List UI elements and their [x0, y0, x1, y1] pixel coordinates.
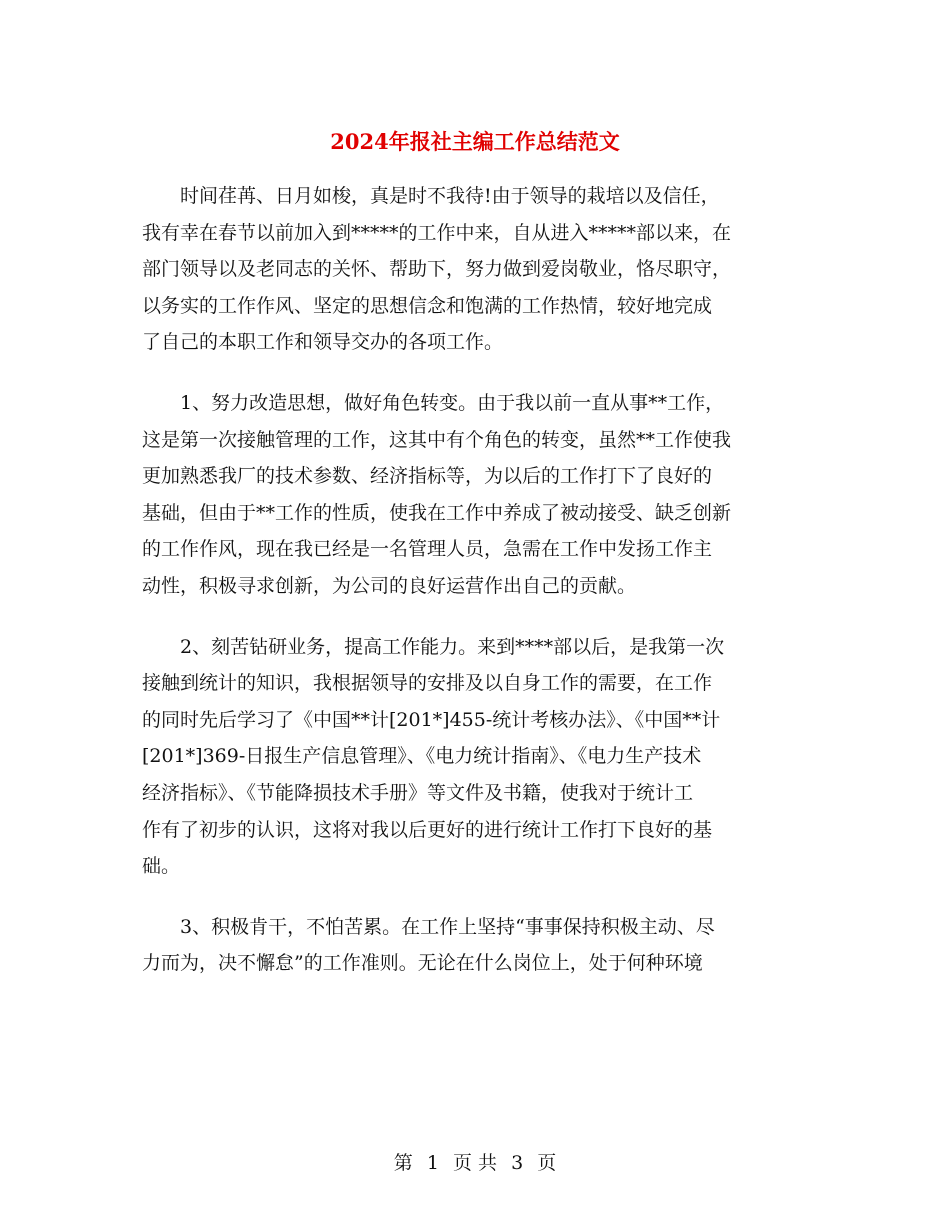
page-suffix: 页 — [537, 1152, 557, 1174]
page-total: 3 — [511, 1152, 524, 1174]
text-line: 2、刻苦钻研业务，提高工作能力。来到****部以后，是我第一次 — [180, 635, 725, 658]
text-line: 部门领导以及老同志的关怀、帮助下，努力做到爱岗敬业，恪尽职守， — [142, 258, 732, 281]
paragraph-point-1 — [142, 385, 810, 605]
text-line: 基础，但由于**工作的性质，使我在工作中养成了被动接受、缺乏创新 — [142, 501, 732, 524]
text-line: 的工作作风，现在我已经是一名管理人员，急需在工作中发扬工作主 — [142, 538, 713, 561]
text-line: 1、努力改造思想，做好角色转变。由于我以前一直从事**工作， — [180, 391, 725, 414]
text-line: 的同时先后学习了《中国**计[201*]455-统计考核办法》、《中国**计 — [142, 708, 721, 731]
page-mid: 页 共 — [452, 1152, 498, 1174]
text-line: 力而为，决不懈怠”的工作准则。无论在什么岗位上，处于何种环境 — [142, 952, 703, 975]
text-line: 时间荏苒、日月如梭，真是时不我待!由于领导的栽培以及信任， — [180, 185, 720, 207]
document-body — [142, 178, 810, 1006]
text-line: [201*]369-日报生产信息管理》、《电力统计指南》、《电力生产技术 — [142, 745, 702, 768]
text-line: 3、积极肯干，不怕苦累。在工作上坚持“事事保持积极主动、尽 — [180, 915, 715, 938]
page-current: 1 — [426, 1152, 439, 1174]
text-line: 更加熟悉我厂的技术参数、经济指标等，为以后的工作打下了良好的 — [142, 465, 713, 488]
page-footer — [0, 1148, 950, 1178]
text-line: 接触到统计的知识，我根据领导的安排及以自身工作的需要，在工作 — [142, 672, 713, 695]
paragraph-point-3 — [142, 909, 810, 982]
text-line: 动性，积极寻求创新，为公司的良好运营作出自己的贡献。 — [142, 574, 637, 597]
paragraph-point-2 — [142, 629, 810, 885]
text-line: 这是第一次接触管理的工作，这其中有个角色的转变，虽然**工作使我 — [142, 428, 732, 451]
text-line: 础。 — [142, 855, 181, 878]
paragraph-intro — [142, 178, 810, 361]
text-line: 作有了初步的认识，这将对我以后更好的进行统计工作打下良好的基 — [142, 818, 713, 841]
page-prefix: 第 — [393, 1152, 413, 1174]
text-line: 经济指标》、《节能降损技术手册》等文件及书籍，使我对于统计工 — [142, 781, 694, 804]
document-title: 2024年报社主编工作总结范文 — [330, 129, 620, 155]
text-line: 我有幸在春节以前加入到*****的工作中来，自从进入*****部以来，在 — [142, 221, 732, 244]
text-line: 以务实的工作作风、坚定的思想信念和饱满的工作热情，较好地完成 — [142, 294, 713, 317]
text-line: 了自己的本职工作和领导交办的各项工作。 — [142, 331, 504, 354]
